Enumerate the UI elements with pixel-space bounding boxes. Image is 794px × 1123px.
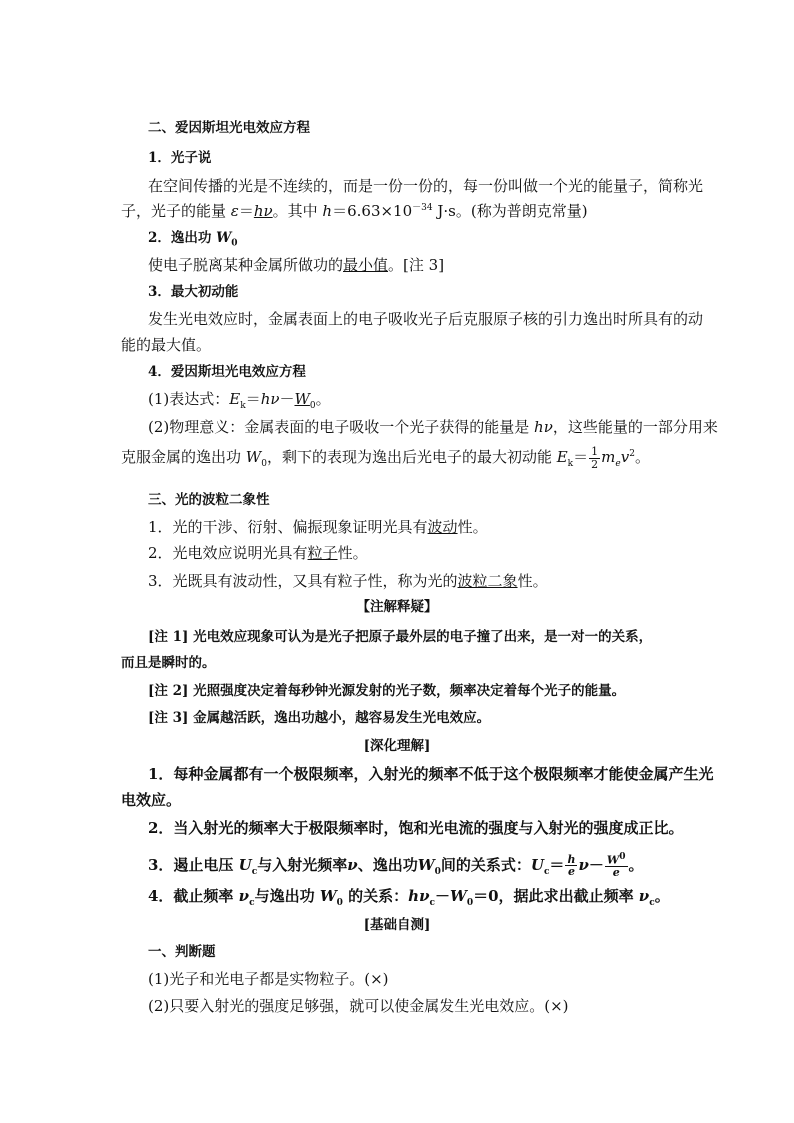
- notes-heading: 【注解释疑】: [356, 599, 438, 615]
- max-ke-line-1: 发生光电效应时，金属表面上的电子吸收光子后克服原子核的引力逸出时所具有的动: [148, 310, 704, 328]
- deep-line-1b: 电效应。: [121, 791, 182, 809]
- deep-line-3: 3．遏止电压 $U_c$与入射光频率ν、逸出功$W_0$间的关系式：$U_c=$ $\frac{h}{e}$ ν－ $\frac{W^0}{e}$ 。: [148, 852, 644, 880]
- item-title-work-function: 2．逸出功 $W_0$: [148, 230, 238, 249]
- max-ke-line-2: 能的最大值。: [121, 336, 212, 354]
- item-title-equation: 4．爱因斯坦光电效应方程: [148, 364, 306, 380]
- fraction-w0-over-e: $\frac{W^0}{e}$: [606, 852, 626, 880]
- deep-heading: [深化理解]: [363, 738, 431, 754]
- deep-line-1: 1．每种金属都有一个极限频率，入射光的频率不低于这个极限频率才能使金属产生光: [148, 765, 714, 783]
- duality-line-1: 1．光的干涉、衍射、偏振现象证明光具有波动性。: [148, 518, 488, 536]
- note-2: [注 2] 光照强度决定着每秒钟光源发射的光子数，频率决定着每个光子的能量。: [148, 683, 626, 699]
- item-title-max-ke: 3．最大初动能: [148, 284, 239, 300]
- fraction-h-over-e: $\frac{h}{e}$: [567, 852, 576, 879]
- deep-line-4: 4．截止频率 $\nu_c$与逸出功 $W_0$ 的关系：$h\nu_c-W_0=0$，据此求出截止频率 $\nu_c$。: [148, 887, 670, 908]
- section-heading-einstein: 二、爱因斯坦光电效应方程: [148, 120, 310, 136]
- note-3: [注 3] 金属越活跃，逸出功越小，越容易发生光电效应。: [148, 710, 491, 726]
- self-test-heading: [基础自测]: [363, 917, 431, 933]
- photon-theory-line-2: 子，光子的能量 ε＝hν。其中 $h=6.63\times 10^{-34}$ J·s。(称为普朗克常量): [121, 202, 588, 220]
- section-heading-duality: 三、光的波粒二象性: [148, 492, 270, 508]
- self-test-subheading: 一、判断题: [148, 944, 216, 960]
- duality-line-2: 2．光电效应说明光具有粒子性。: [148, 544, 368, 562]
- work-function-line: 使电子脱离某种金属所做功的最小值。[注 3]: [148, 256, 445, 274]
- equation-expression: (1)表达式：$E_k=h\nu-W_0$。: [148, 390, 331, 411]
- note-1-line-1: [注 1] 光电效应现象可认为是光子把原子最外层的电子撞了出来，是一对一的关系，: [148, 629, 653, 645]
- self-test-question-1: (1)光子和光电子都是实物粒子。(×): [148, 970, 389, 988]
- self-test-question-2: (2)只要入射光的强度足够强，就可以使金属发生光电效应。(×): [148, 997, 569, 1015]
- equation-meaning-line-2: 克服金属的逸出功 $W_0$，剩下的表现为逸出后光电子的最大初动能 $E_k=$ $\frac{1}{2}$ $m_ev^2$。: [121, 445, 650, 471]
- deep-line-2: 2．当入射光的频率大于极限频率时，饱和光电流的强度与入射光的强度成正比。: [148, 819, 684, 837]
- photon-theory-line-1: 在空间传播的光是不连续的，而是一份一份的，每一份叫做一个光的能量子，简称光: [148, 177, 704, 195]
- duality-line-3: 3．光既具有波动性，又具有粒子性，称为光的波粒二象性。: [148, 572, 548, 590]
- note-1-line-2: 而且是瞬时的。: [121, 655, 216, 671]
- item-title-photon-theory: 1．光子说: [148, 150, 212, 166]
- fraction-one-half: $\frac{1}{2}$: [591, 445, 599, 471]
- equation-meaning-line-1: (2)物理意义：金属表面的电子吸收一个光子获得的能量是 hν，这些能量的一部分用来: [148, 418, 718, 436]
